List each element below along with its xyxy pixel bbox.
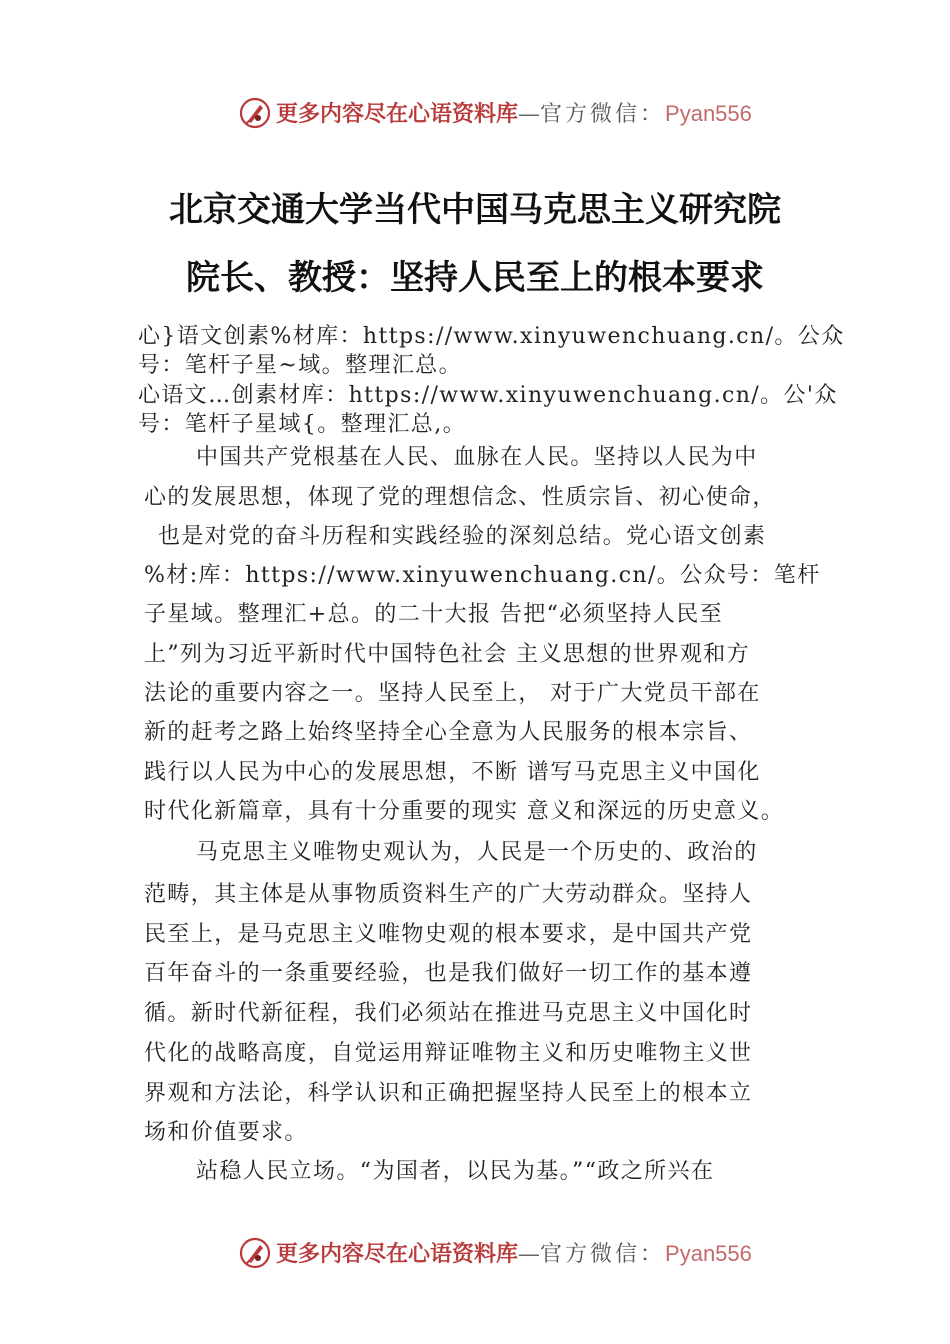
body-line: 百年奋斗的一条重要经验，也是我们做好一切工作的基本遵 bbox=[144, 961, 753, 986]
body-line: 心}语文创素%材库：https://www.xinyuwenchuang.cn/。公众 bbox=[138, 324, 845, 349]
banner-main-text: 更多内容尽在心语资料库 bbox=[276, 101, 519, 127]
body-line: 界观和方法论，科学认识和正确把握坚持人民至上的根本立 bbox=[144, 1081, 753, 1106]
banner-separator: — bbox=[518, 102, 541, 127]
pen-logo-icon bbox=[238, 1236, 272, 1270]
body-line: 代化的战略高度，自觉运用辩证唯物主义和历史唯物主义世 bbox=[144, 1041, 753, 1066]
body-line: 时代化新篇章，具有十分重要的现实 意义和深远的历史意义。 bbox=[144, 799, 785, 824]
banner-text bbox=[276, 1240, 752, 1269]
banner-text bbox=[276, 100, 752, 129]
header-banner bbox=[0, 94, 950, 134]
body-line: 号：笔杆子星域{。整理汇总,。 bbox=[138, 412, 466, 437]
body-line: 心的发展思想，体现了党的理想信念、性质宗旨、初心使命， bbox=[144, 485, 776, 510]
body-line: 站稳人民立场。“为国者，以民为基。”“政之所兴在 bbox=[196, 1159, 715, 1184]
document-title-line2: 院长、教授：坚持人民至上的根本要求 bbox=[186, 258, 764, 298]
body-line: 法论的重要内容之一。坚持人民至上， 对于广大党员干部在 bbox=[144, 681, 761, 706]
body-line: 循。新时代新征程，我们必须站在推进马克思主义中国化时 bbox=[144, 1001, 753, 1026]
body-line: 践行以人民为中心的发展思想，不断 谱写马克思主义中国化 bbox=[144, 760, 761, 785]
body-line: 子星域。整理汇+总。的二十大报 告把“必须坚持人民至 bbox=[144, 602, 724, 627]
body-line: 心语文…创素材库：https://www.xinyuwenchuang.cn/。公'众 bbox=[138, 383, 838, 408]
banner-wechat-label: 官方微信： bbox=[540, 1242, 666, 1267]
body-line: 也是对党的奋斗历程和实践经验的深刻总结。党心语文创素 bbox=[158, 524, 767, 549]
banner-wechat-id: Pyan556 bbox=[665, 101, 752, 126]
banner-separator: — bbox=[518, 1242, 541, 1267]
banner-wechat-label: 官方微信： bbox=[540, 102, 666, 127]
banner-wechat-id: Pyan556 bbox=[665, 1241, 752, 1266]
body-line: 民至上，是马克思主义唯物史观的根本要求，是中国共产党 bbox=[144, 922, 753, 947]
body-line: 场和价值要求。 bbox=[144, 1120, 308, 1145]
body-line: 新的赶考之路上始终坚持全心全意为人民服务的根本宗旨、 bbox=[144, 720, 753, 745]
document-title-line1: 北京交通大学当代中国马克思主义研究院 bbox=[169, 190, 781, 230]
body-line: 马克思主义唯物史观认为，人民是一个历史的、政治的 bbox=[196, 840, 758, 865]
banner-main-text: 更多内容尽在心语资料库 bbox=[276, 1241, 519, 1267]
footer-banner bbox=[0, 1234, 950, 1274]
body-line: %材:库：https://www.xinyuwenchuang.cn/。公众号：笔杆 bbox=[144, 563, 821, 588]
body-line: 上”列为习近平新时代中国特色社会 主义思想的世界观和方 bbox=[144, 642, 751, 667]
body-line: 范畴，其主体是从事物质资料生产的广大劳动群众。坚持人 bbox=[144, 882, 753, 907]
pen-logo-icon bbox=[238, 96, 272, 130]
body-line: 中国共产党根基在人民、血脉在人民。坚持以人民为中 bbox=[196, 445, 758, 470]
body-line: 号：笔杆子星~域。整理汇总。 bbox=[138, 353, 463, 378]
